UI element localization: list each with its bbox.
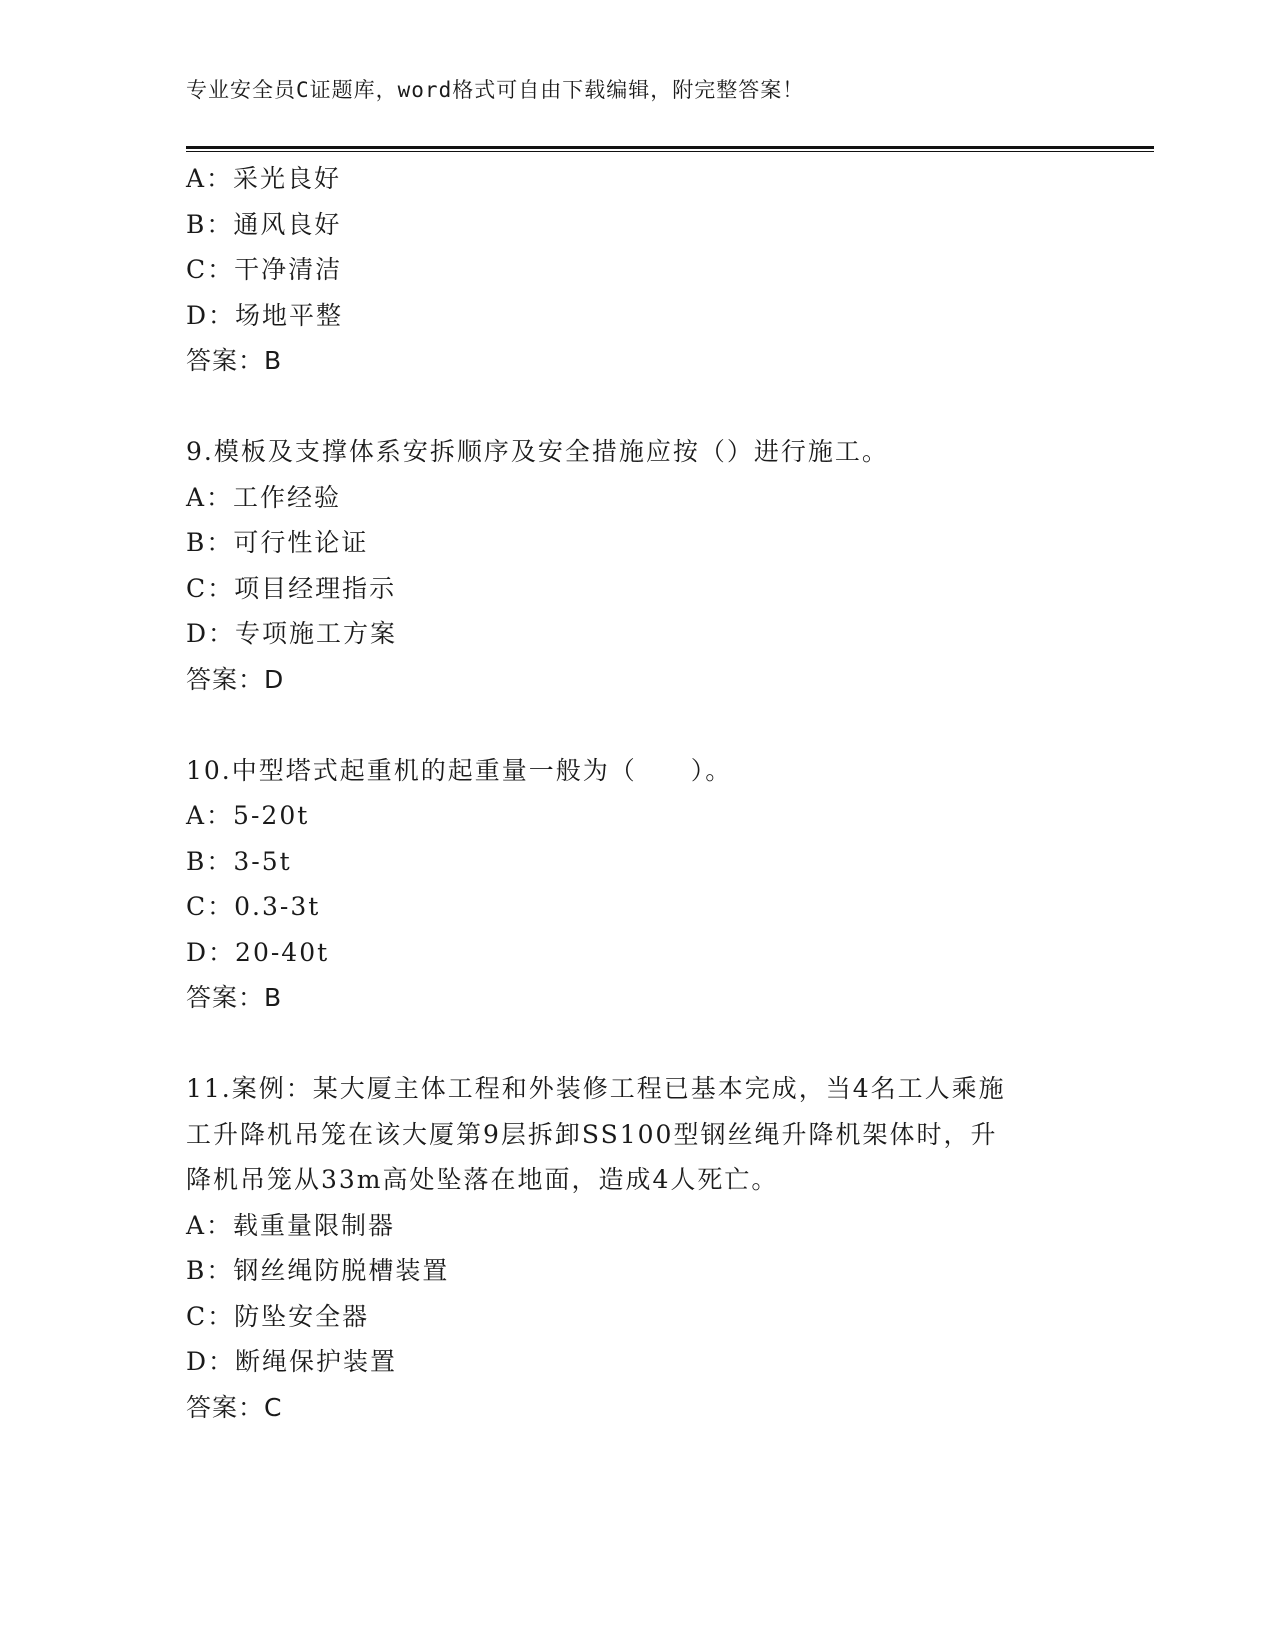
option-b: B：3-5t <box>186 846 292 876</box>
option-a: A：采光良好 <box>186 164 342 193</box>
option-b: B：通风良好 <box>186 209 342 239</box>
question-text: 9.模板及支撑体系安拆顺序及安全措施应按（）进行施工。 <box>186 437 889 466</box>
question-10 <box>186 748 1086 1021</box>
spacer <box>186 702 1086 748</box>
answer: 答案：D <box>186 664 285 694</box>
question-text: 10.中型塔式起重机的起重量一般为（ ）。 <box>186 755 733 785</box>
question-list <box>186 156 1086 1430</box>
option-d: D：场地平整 <box>186 300 344 330</box>
option-c: C：防坠安全器 <box>186 1301 370 1331</box>
answer: 答案：B <box>186 983 283 1012</box>
option-d: D：断绳保护装置 <box>186 1347 398 1376</box>
question-9 <box>186 429 1086 702</box>
answer: 答案：C <box>186 1392 283 1422</box>
option-b: B：钢丝绳防脱槽装置 <box>186 1256 450 1285</box>
answer: 答案：B <box>186 346 283 375</box>
spacer <box>186 1021 1086 1067</box>
option-c: C：项目经理指示 <box>186 573 397 603</box>
option-a: A：5-20t <box>186 801 310 830</box>
option-d: D：20-40t <box>186 937 330 967</box>
question-text-line-2: 工升降机吊笼在该大厦第9层拆卸SS100型钢丝绳升降机架体时，升 <box>186 1119 998 1149</box>
question-text-line-1: 11.案例：某大厦主体工程和外装修工程已基本完成，当4名工人乘施 <box>186 1074 1006 1103</box>
option-c: C：干净清洁 <box>186 255 343 284</box>
option-b: B：可行性论证 <box>186 528 369 557</box>
question-text-line-3: 降机吊笼从33m高处坠落在地面，造成4人死亡。 <box>186 1165 779 1194</box>
option-d: D：专项施工方案 <box>186 619 398 648</box>
option-a: A：载重量限制器 <box>186 1210 396 1240</box>
header-rule-thin <box>186 151 1154 152</box>
question-11 <box>186 1066 1086 1430</box>
question-8 <box>186 156 1086 384</box>
option-c: C：0.3-3t <box>186 892 321 921</box>
header-rule-thick <box>186 146 1154 149</box>
option-a: A：工作经验 <box>186 482 342 512</box>
spacer <box>186 384 1086 430</box>
page-header: 专业安全员C证题库，word格式可自由下载编辑，附完整答案！ <box>186 78 805 102</box>
